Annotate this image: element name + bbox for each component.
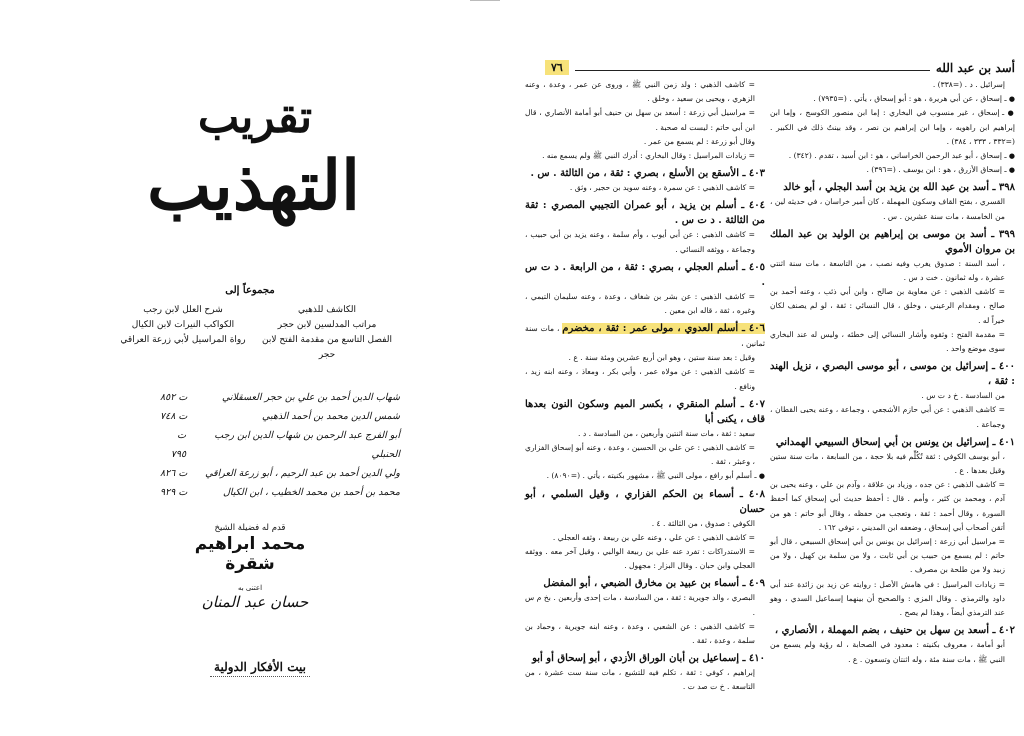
cross-reference-item: ● ـ أسلم أبو رافع ، مولى النبي ﷺ ، مشهور بكنيته ، يأتي . (=٨٠٩٠) .: [525, 469, 765, 483]
author-name: محمد بن أحمد بن محمد الخطيب ، ابن الكيال: [223, 487, 400, 498]
entry-text: = زيادات المراسيل : وقال البخاري : أدرك النبي ﷺ ولم يسمع منه .: [542, 151, 755, 161]
entry-text: = كاشف الذهبي : عن مولاه عمر ، وأبي بكر ، ومعاذ ، وعنه ابنه زيد ، ونافع .: [525, 367, 755, 391]
author-death: ت ٩٢٩: [160, 487, 188, 498]
header-rule: [575, 70, 930, 71]
entry-text: ، أبو يوسف الكوفي : ثقة تُكُلِّم فيه بلا حجة ، من السابعة ، مات سنة ستين وقيل بعدها . ع .: [770, 451, 1005, 476]
entry-text: = كاشف الذهبي : عن أبي أيوب ، وأم سلمة ، وعنه يزيد بن أبي حبيب ، وجماعة ، ووثقه النسائي .: [525, 230, 755, 254]
entry-heading: ٤١٠ ـ إسماعيل بن أبان الوراق الأزدي ، أبو إسحاق أو أبو: [532, 653, 765, 665]
entry-heading: ٤٠٨ ـ أسماء بن الحكم الفزاري ، وقيل السلمي ، أبو حسان: [525, 488, 765, 515]
entry-text: = كاشف الذهبي : عن أبي حازم الأشجعي ، وجماعة ، وعنه يحيى القطان ، وجماعة .: [770, 405, 1005, 429]
entry-heading-rest: ، مات سنة ثمانين ،: [525, 324, 765, 349]
author-death: ت ٨٥٢: [160, 392, 188, 403]
entry-text: البصري ، والد جويرية : ثقة ، من السادسة ، مات إحدى وأربعين . بخ م س .: [525, 593, 755, 617]
combined-work: الفصل التاسع من مقدمة الفتح لابن حجر: [262, 335, 392, 360]
cross-reference-item: ● ـ إسحاق ، أبو عبد الرحمن الخراساني ، هو : ابن أسيد ، تقدم . (٣٤٢) .: [770, 149, 1015, 163]
author-death: ت ٧٤٨: [160, 411, 188, 422]
entry-heading: ٤٠١ ـ إسرائيل بن يونس بن أبي إسحاق السبيعي الهمداني: [775, 436, 1015, 448]
entry-text: ، أسد السنة : صدوق يغرب وفيه نصب ، من التاسعة ، مات سنة اثنتي عشرة ، وله ثمانون . خت د س .: [770, 258, 1005, 283]
presenter-label: قدم له فضيلة الشيخ: [214, 523, 286, 533]
combined-works-left: [118, 303, 248, 348]
entry-text: = زيادات المراسيل : في هامش الأصل : روايته عن زيد بن زائدة عند أبي داود والترمذي . وقال المزي : والصحيح أن بينهما إسماعيل السدي ، وهو عند الترمذي أيضاً ، وهذا لم يصح .: [770, 579, 1005, 618]
entry-text: إبراهيم ، كوفي : ثقة ، تكلم فيه للتشيع ، مات سنة ست عشرة ، من التاسعة . خ ت صد ت .: [525, 668, 755, 692]
entry-heading: ٤٠٥ ـ أسلم العجلي ، بصري : ثقة ، من الرابعة . د ت س .: [525, 261, 765, 288]
author-name: ولي الدين أحمد بن عبد الرحيم ، أبو زرعة العراقي: [205, 468, 400, 479]
author-death: ت ٨٢٦: [160, 468, 188, 479]
book-title-line1: تقريب: [197, 92, 313, 143]
combined-work: رواة المراسيل لأبي زرعة العراقي: [120, 335, 246, 345]
author-row: [160, 426, 400, 464]
authors-list: [160, 388, 400, 502]
entry-text: = مقدمة الفتح : وثقوه وأشار النسائي إلى خطئه ، وليس له عند البخاري سوى موضع واحد .: [770, 329, 1005, 354]
highlighted-text: ٤٠٦ ـ أسلم العدوي ، مولى عمر : ثقة ، مخضرم: [562, 323, 766, 335]
text-column-right: [770, 78, 1015, 667]
editor-name: حسان عبد المنان: [201, 593, 309, 611]
entry-heading: ٤٠٢ ـ أسعد بن سهل بن حنيف ، بضم المهملة ، الأنصاري ،: [774, 625, 1015, 637]
entry-text: = كاشف الذهبي : عن سمرة ، وعنه سويد بن حجير ، وثق .: [569, 183, 755, 193]
author-row: [160, 483, 400, 502]
page-number: ٧٦: [545, 60, 569, 75]
entry-text: = كاشف الذهبي : عن معاوية بن صالح ، وابن أبي ذئب ، وعنه أحمد بن صالح ، ومقدام الرعيني ، وخلق ، قال النسائي : ثقة ، لو لم يصنف لكان خيراً له .: [770, 287, 1005, 325]
editor-label: اعتنى به: [237, 584, 263, 592]
author-row: [160, 464, 400, 483]
combined-work: شرح العلل لابن رجب: [143, 305, 223, 315]
entry-heading: ٣٩٩ ـ أسد بن موسى بن إبراهيم بن الوليد بن عبد الملك بن مروان الأموي: [770, 228, 1015, 255]
entry-text: إسرائيل . د . (=٣٣٨) .: [932, 80, 1005, 89]
cross-reference-item: ● ـ إسحاق ، عن أبي هريرة ، هو : أبو إسحاق ، يأتي . (=٧٩٣٥) .: [770, 92, 1015, 106]
entry-heading: ٤٠٧ ـ أسلم المنقري ، بكسر الميم وسكون النون بعدها قاف ، يكنى أبا: [525, 398, 765, 425]
entry-text: = كاشف الذهبي : عن علي بن الحسين ، وعدة ، وعنه أبو إسحاق الفزاري ، وعبثر ، ثقة .: [525, 443, 755, 467]
entry-text: = كاشف الذهبي : عن علي ، وعنه علي بن ربيعة ، وثقه العجلي .: [552, 532, 755, 542]
entry-text: الكوفي : صدوق ، من الثالثة . ٤ .: [651, 518, 755, 528]
author-name: أبو الفرج عبد الرحمن بن شهاب الدين ابن رجب الحنبلي: [214, 430, 400, 460]
author-death: ت ٧٩٥: [170, 430, 187, 460]
entry-text: سعيد : ثقة ، مات سنة اثنتين وأربعين ، من السادسة . د .: [578, 428, 755, 438]
entry-text: أبو أمامة ، معروف بكنيته : معدود في الصحابة ، له رؤية ولم يسمع من النبي ﷺ ، مات سنة مئة ، وله اثنتان وتسعون . ع .: [770, 640, 1005, 664]
text-column-left: [525, 78, 765, 695]
author-row: [160, 388, 400, 407]
book-title-line2: التهذيب: [147, 146, 360, 226]
author-name: شهاب الدين أحمد بن علي بن حجر العسقلاني: [221, 392, 400, 403]
cross-reference-item: ● ـ إسحاق الأزرق ، هو : ابن يوسف . (=٣٩٦) .: [770, 163, 1015, 177]
running-head-title: أسد بن عبد الله: [935, 61, 1015, 75]
author-row: [160, 407, 400, 426]
entry-heading: [525, 321, 765, 351]
combined-works-right: [262, 303, 392, 363]
left-page-title: [0, 0, 500, 736]
entry-text: = كاشف الذهبي : ولد زمن النبي ﷺ ، وروى عن عمر ، وعدة ، وعنه الزهري ، ويحيى بن سعيد ، وخلق .: [525, 80, 755, 104]
combined-work: الكواكب النيرات لابن الكيال: [131, 320, 235, 330]
running-head: [545, 55, 1015, 75]
entry-heading: ٤٠٠ ـ إسرائيل بن موسى ، أبو موسى البصري ، نزيل الهند : ثقة ،: [770, 361, 1015, 388]
combined-with-label: مجموعاً إلى: [225, 285, 275, 296]
entry-text: = مراسيل أبي زرعة : أسعد بن سهل بن حنيف أبو أمامة الأنصاري ، قال ابن أبي حاتم : ليست له صحبة .: [525, 108, 755, 132]
entry-text: وقيل : بعد سنة ستين ، وهو ابن أربع عشرين ومئة سنة . ع .: [568, 353, 755, 363]
cross-reference-item: ● ـ إسحاق ، غير منسوب في البخاري : إما ابن منصور الكوسج ، وإما ابن إبراهيم ابن راهويه ، وإما ابن إبراهيم بن نصر ، وقد بينتُ ذلك في الكبير . (=٣٣٢ ، ٣٣٣ ، ٣٨٤) .: [770, 106, 1015, 149]
entry-heading: ٤٠٤ ـ أسلم بن يزيد ، أبو عمران التجيبي المصري : ثقة من الثالثة . د ت س .: [525, 200, 765, 227]
author-name: شمس الدين محمد بن أحمد الذهبي: [262, 411, 400, 422]
presenter-name: محمد ابراهيم شقرة: [194, 534, 306, 574]
entry-text: = كاشف الذهبي : عن جده ، وزياد بن علاقة ، وآدم بن علي ، وعنه يحيى بن آدم ، ومحمد بن كثير ، وأمم . قال : أحفظ حديث أبي إسحاق كما أحفظ السورة ، وقال أحمد : ثقة ، وتعجب من حفظه ، وقال أبو حاتم : هو من أتقن أصحاب أبي إسحاق ، وضعفه ابن المديني ، توفي ١٦٢ .: [770, 480, 1005, 532]
entry-text: = مراسيل أبي زرعة : إسرائيل بن يونس بن أبي إسحاق السبيعي ، قال أبو حاتم : لم يسمع من حبيب بن أبي ثابت ، ولا من سلمة بن كهيل ، ولا من زبيد ولا من طلحة بن مصرف .: [770, 537, 1005, 575]
entry-text: وقال أبو زرعة : لم يسمع من عمر .: [643, 136, 755, 146]
combined-work: مراتب المدلسين لابن حجر: [277, 320, 377, 330]
entry-heading: ٤٠٣ ـ الأسقع بن الأسلع ، بصري : ثقة ، من الثالثة . س .: [530, 168, 765, 180]
entry-heading: ٣٩٨ ـ أسد بن عبد الله بن يزيد بن أسد البجلي ، أبو خالد: [783, 182, 1015, 194]
entry-text: = كاشف الذهبي : عن الشعبي ، وعدة ، وعنه ابنه جويرية ، وحماد بن سلمة ، وعدة ، ثقة .: [525, 621, 755, 646]
entry-text: من السادسة . خ د ت س .: [921, 391, 1005, 401]
entry-text: = كاشف الذهبي : عن بشر بن شغاف ، وعدة ، وعنه سليمان التيمي ، وغيره ، ثقة ، قاله ابن معين .: [525, 291, 755, 316]
combined-work: الكاشف للذهبي: [297, 305, 357, 315]
entry-heading: ٤٠٩ ـ أسماء بن عبيد بن مخارق الضبعي ، أبو المفضل: [543, 578, 765, 590]
entry-text: = الاستدراكات : تفرد عنه علي بن ربيعة الوالبي ، وقيل آخر معه . ووثقه العجلي وابن حبان . وقال البزار : مجهول .: [525, 547, 755, 571]
publisher-logo: بيت الأفكار الدولية: [210, 660, 310, 677]
book-title: [147, 90, 360, 226]
entry-text: القسري ، بفتح القاف وسكون المهملة ، كان أمير خراسان ، في حديثه لين ، من الخامسة ، مات سنة عشرين . س .: [770, 197, 1005, 221]
